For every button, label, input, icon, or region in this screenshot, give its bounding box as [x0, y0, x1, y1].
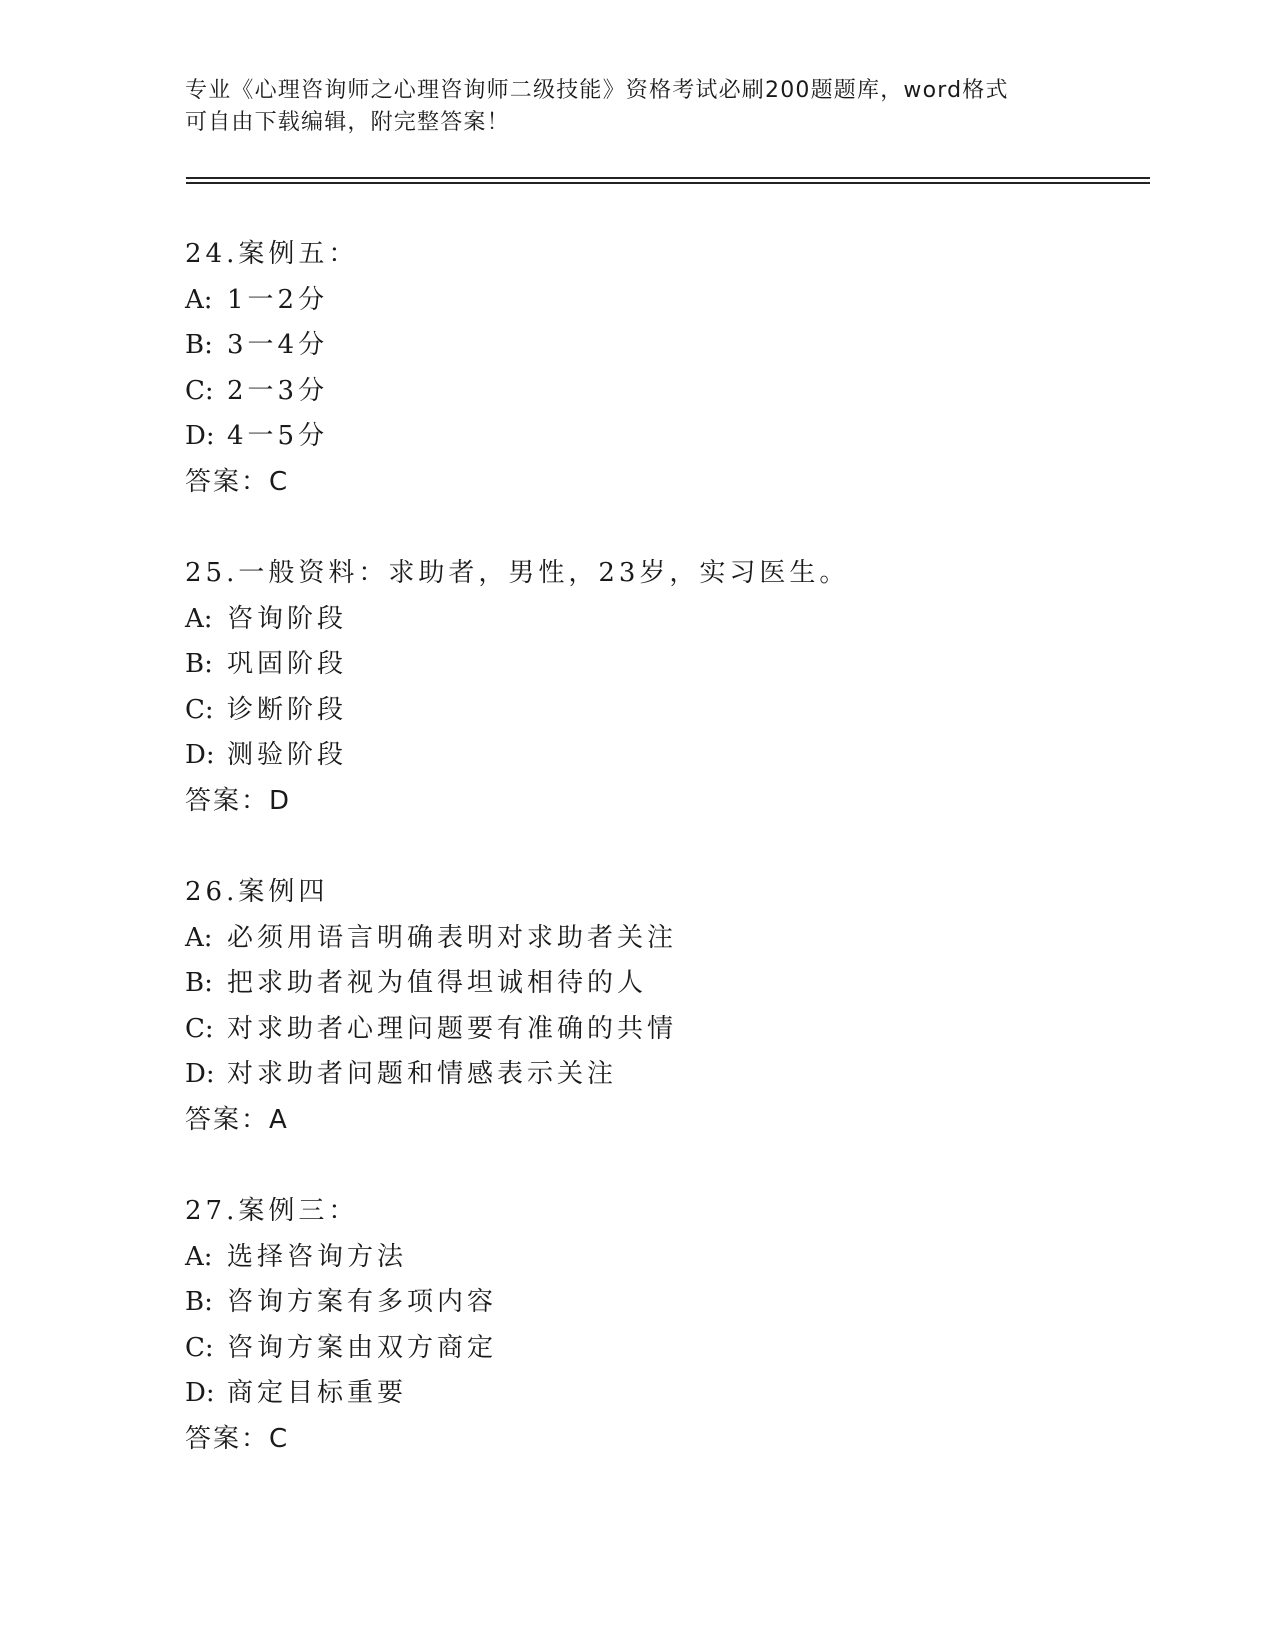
option-text: 咨询方案由双方商定 [227, 1332, 498, 1363]
option-letter: C: [185, 375, 214, 406]
question-24 [185, 232, 1085, 505]
option-letter: A: [185, 603, 213, 634]
option-c [185, 688, 1085, 734]
question-26 [185, 870, 1085, 1143]
option-letter: A: [185, 922, 213, 953]
question-stem: 26.案例四 [185, 877, 329, 907]
question-stem: 27.案例三： [185, 1196, 359, 1226]
answer-line: 答案：C [185, 1423, 290, 1454]
option-letter: B: [185, 1287, 213, 1317]
option-letter: B: [185, 968, 213, 998]
option-text: 2一3分 [227, 375, 329, 406]
option-text: 商定目标重要 [227, 1378, 408, 1408]
option-text: 选择咨询方法 [227, 1241, 408, 1272]
option-text: 测验阶段 [227, 740, 348, 770]
option-d [185, 1052, 1085, 1098]
option-letter: C: [185, 1013, 214, 1044]
option-letter: D: [185, 1378, 215, 1408]
answer-line: 答案：D [185, 785, 292, 816]
option-text: 对求助者问题和情感表示关注 [227, 1059, 618, 1089]
header-line-2: 可自由下载编辑，附完整答案！ [185, 110, 510, 135]
option-b [185, 323, 1085, 369]
option-b [185, 1280, 1085, 1326]
option-text: 必须用语言明确表明对求助者关注 [227, 922, 678, 953]
answer-line: 答案：C [185, 466, 290, 497]
option-text: 1一2分 [227, 284, 329, 315]
option-c [185, 1326, 1085, 1372]
option-a [185, 597, 1085, 643]
option-letter: A: [185, 284, 213, 315]
option-d [185, 733, 1085, 779]
option-a [185, 916, 1085, 962]
option-text: 对求助者心理问题要有准确的共情 [227, 1013, 678, 1044]
option-d [185, 414, 1085, 460]
option-letter: B: [185, 330, 213, 360]
option-a [185, 278, 1085, 324]
option-text: 咨询阶段 [227, 603, 348, 634]
option-text: 把求助者视为值得坦诚相待的人 [227, 968, 648, 998]
question-stem: 25.一般资料：求助者，男性，23岁，实习医生。 [185, 558, 850, 588]
option-letter: C: [185, 1332, 214, 1363]
option-letter: D: [185, 1059, 215, 1089]
option-text: 4一5分 [227, 421, 329, 451]
option-text: 诊断阶段 [227, 694, 348, 725]
option-letter: D: [185, 740, 215, 770]
question-stem: 24.案例五： [185, 239, 359, 269]
option-c [185, 1007, 1085, 1053]
option-d [185, 1371, 1085, 1417]
header-divider-top [186, 177, 1150, 179]
option-a [185, 1235, 1085, 1281]
option-text: 3一4分 [227, 330, 329, 360]
option-c [185, 369, 1085, 415]
option-text: 巩固阶段 [227, 649, 348, 679]
answer-line: 答案：A [185, 1104, 289, 1135]
question-25 [185, 551, 1085, 824]
option-letter: B: [185, 649, 213, 679]
option-b [185, 961, 1085, 1007]
option-b [185, 642, 1085, 688]
option-letter: A: [185, 1241, 213, 1272]
document-header-note [185, 75, 1085, 139]
header-divider-bottom [186, 182, 1150, 184]
header-line-1: 专业《心理咨询师之心理咨询师二级技能》资格考试必刷200题题库，word格式 [185, 78, 1009, 103]
question-27 [185, 1189, 1085, 1462]
option-text: 咨询方案有多项内容 [227, 1287, 498, 1317]
option-letter: D: [185, 421, 215, 451]
option-letter: C: [185, 694, 214, 725]
